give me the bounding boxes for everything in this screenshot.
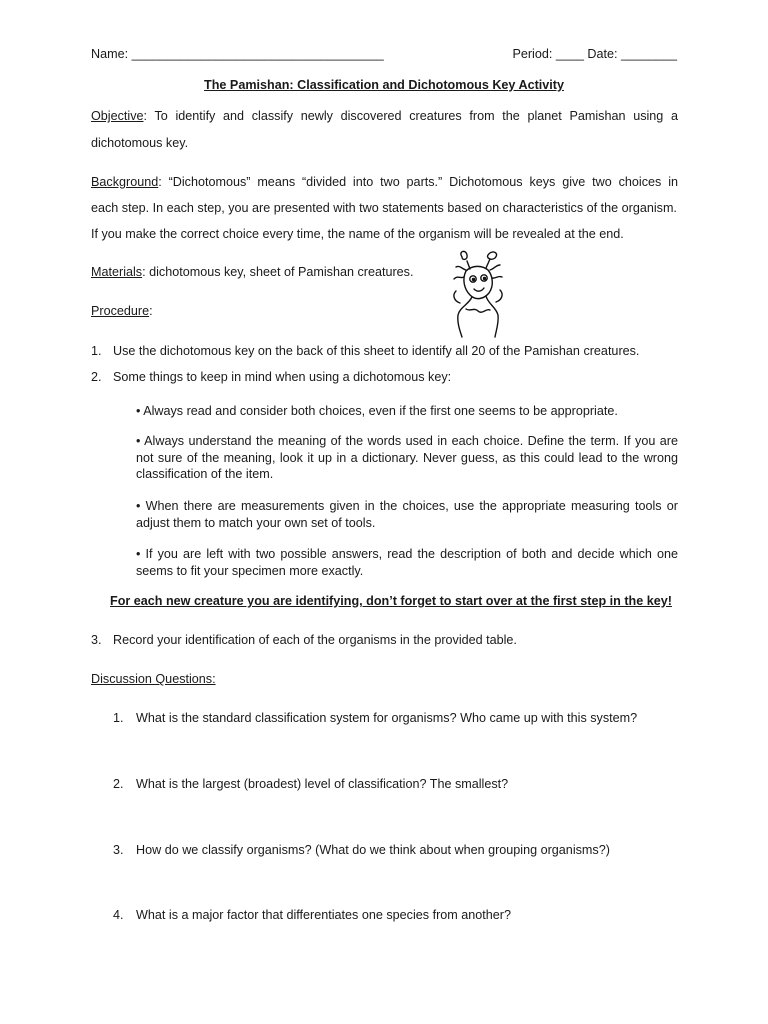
question-text: What is a major factor that differentiates one species from another?	[136, 908, 511, 922]
background-text-2: each step. In each step, you are presented with two statements based on characteristics of the organism.	[91, 201, 677, 215]
procedure-item-number: 1.	[91, 344, 102, 358]
background-text-1: : “Dichotomous” means “divided into two parts.” Dichotomous keys give two choices in	[158, 175, 678, 189]
pamishan-creature-illustration	[448, 249, 508, 339]
background-label: Background	[91, 175, 159, 189]
materials-label: Materials	[91, 265, 143, 279]
start-over-reminder: For each new creature you are identifying, don’t forget to start over at the first step in the key!	[110, 594, 672, 608]
objective-text-1: : To identify and classify newly discovered creatures from the planet Pamishan using a	[143, 109, 678, 123]
procedure-item-text: Use the dichotomous key on the back of this sheet to identify all 20 of the Pamishan creatures.	[113, 344, 640, 358]
question-number: 3.	[113, 843, 124, 857]
procedure-item-text: Some things to keep in mind when using a dichotomous key:	[113, 370, 452, 384]
tip-bullet-2: • Always understand the meaning of the words used in each choice. Define the term. If you are not sure of the meaning, look it up in a dictionary. Never guess, as this could lead to the wrong classification of the item.	[136, 434, 678, 481]
procedure-item-text: Record your identification of each of the organisms in the provided table.	[113, 633, 517, 647]
objective-label: Objective	[91, 109, 144, 123]
procedure-colon: :	[149, 304, 153, 318]
materials-text: : dichotomous key, sheet of Pamishan creatures.	[142, 265, 414, 279]
objective-text-2: dichotomous key.	[91, 136, 189, 150]
procedure-heading	[91, 304, 678, 318]
period-date-label: Period: ____ Date: ________	[512, 47, 677, 61]
background-text-3: If you make the correct choice every time, the name of the organism will be revealed at the end.	[91, 227, 624, 241]
question-text: What is the largest (broadest) level of classification? The smallest?	[136, 777, 509, 791]
name-field-label: Name: ____________________________________	[91, 47, 384, 61]
page-title: The Pamishan: Classification and Dichotomous Key Activity	[204, 78, 564, 92]
materials-line	[91, 265, 678, 279]
question-text: What is the standard classification system for organisms? Who came up with this system?	[136, 711, 638, 725]
question-number: 2.	[113, 777, 124, 791]
question-text: How do we classify organisms? (What do we think about when grouping organisms?)	[136, 843, 610, 857]
procedure-item-number: 3.	[91, 633, 102, 647]
question-number: 4.	[113, 908, 124, 922]
tip-bullet-1: • Always read and consider both choices, even if the first one seems to be appropriate.	[136, 404, 618, 418]
objective-line-1	[91, 109, 678, 123]
background-line-1	[91, 175, 678, 189]
discussion-heading: Discussion Questions:	[91, 672, 216, 686]
tip-bullet-4: • If you are left with two possible answers, read the description of both and decide which one seems to fit your specimen more exactly.	[136, 547, 678, 578]
question-number: 1.	[113, 711, 124, 725]
procedure-item-number: 2.	[91, 370, 102, 384]
procedure-label: Procedure	[91, 304, 150, 318]
tip-bullet-3: • When there are measurements given in the choices, use the appropriate measuring tools or adjust them to match your own set of tools.	[136, 499, 678, 530]
